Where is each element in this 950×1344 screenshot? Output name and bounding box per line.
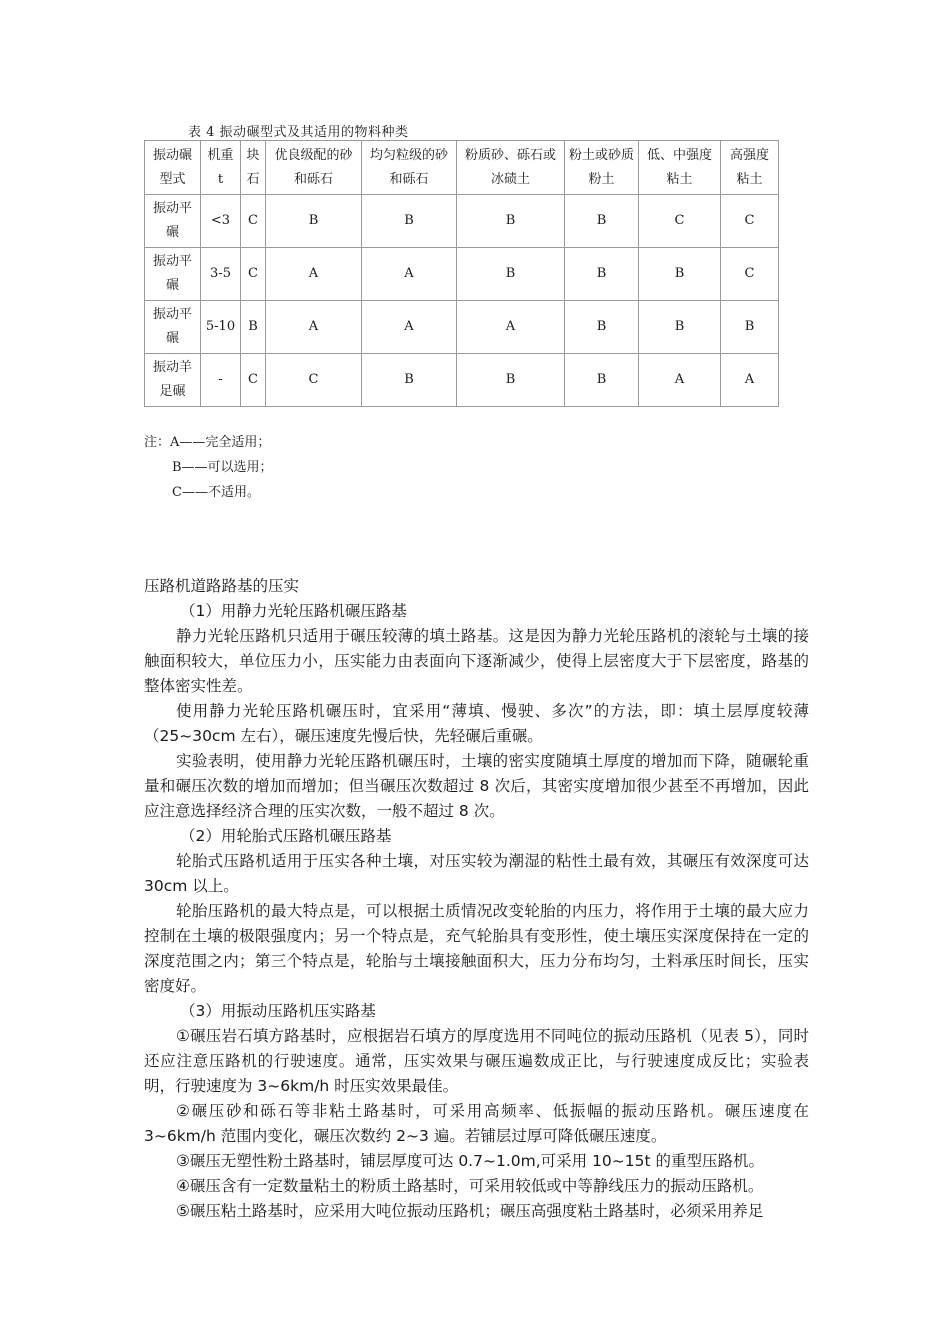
paragraph: ⑤碾压粘土路基时，应采用大吨位振动压路机；碾压高强度粘土路基时，必须采用养足 <box>176 1202 764 1220</box>
paragraph: 实验表明，使用静力光轮压路机碾压时，土壤的密实度随填土厚度的增加而下降，随碾轮重量和碾压次数的增加而增加；但当碾压次数超过 8 次后，其密实度增加很少甚至不再增加，因此应注意选择经济合理的压实次数，一般不超过 8 次。 <box>144 752 809 820</box>
section-heading: （3）用振动压路机压实路基 <box>180 1002 376 1020</box>
rating-cell: A <box>266 301 362 354</box>
rating-cell: C <box>639 195 721 248</box>
section-heading: （2）用轮胎式压路机碾压路基 <box>180 827 392 845</box>
note-b: B——可以选用； <box>172 460 273 475</box>
note-a: 注：A——完全适用； <box>144 435 271 450</box>
header-cell: 机重 t <box>201 141 241 195</box>
rating-cell: B <box>565 354 639 407</box>
roller-type-cell: 振动平 碾 <box>145 248 201 301</box>
rating-cell: B <box>362 195 457 248</box>
paragraph: ②碾压砂和砾石等非粘土路基时，可采用高频率、低振幅的振动压路机。碾压速度在 3~6km/h 范围内变化，碾压次数约 2~3 遍。若铺层过厚可降低碾压速度。 <box>144 1102 809 1145</box>
paragraph: ③碾压无塑性粉土路基时，铺层厚度可达 0.7~1.0m,可采用 10~15t 的重型压路机。 <box>176 1152 765 1170</box>
weight-cell: - <box>201 354 241 407</box>
note-c: C——不适用。 <box>172 485 260 500</box>
table-caption: 表 4 振动碾型式及其适用的物料种类 <box>188 125 409 140</box>
header-cell: 振动碾 型式 <box>145 141 201 195</box>
roller-material-table <box>144 140 779 407</box>
rating-cell: B <box>266 195 362 248</box>
article-body <box>144 574 809 1224</box>
rating-cell: A <box>721 354 779 407</box>
header-cell: 低、中强度 粘土 <box>639 141 721 195</box>
rating-cell: A <box>362 248 457 301</box>
table-header-row <box>145 141 779 195</box>
rating-cell: C <box>241 354 266 407</box>
rating-cell: B <box>457 354 565 407</box>
header-cell: 高强度 粘土 <box>721 141 779 195</box>
rating-cell: B <box>565 248 639 301</box>
rating-cell: A <box>362 301 457 354</box>
roller-type-cell: 振动羊 足碾 <box>145 354 201 407</box>
rating-cell: B <box>721 301 779 354</box>
weight-cell: <3 <box>201 195 241 248</box>
rating-cell: B <box>362 354 457 407</box>
rating-cell: C <box>266 354 362 407</box>
rating-cell: B <box>457 195 565 248</box>
table-row <box>145 301 779 354</box>
paragraph: 静力光轮压路机只适用于碾压较薄的填土路基。这是因为静力光轮压路机的滚轮与土壤的接触面积较大，单位压力小，压实能力由表面向下逐渐减少，使得上层密度大于下层密度，路基的整体密实性差。 <box>144 627 809 695</box>
rating-cell: A <box>266 248 362 301</box>
rating-cell: B <box>639 248 721 301</box>
rating-cell: C <box>241 248 266 301</box>
roller-type-cell: 振动平 碾 <box>145 195 201 248</box>
rating-cell: C <box>721 195 779 248</box>
table-row <box>145 354 779 407</box>
table-row <box>145 195 779 248</box>
rating-cell: C <box>721 248 779 301</box>
article-title: 压路机道路路基的压实 <box>144 577 300 595</box>
rating-cell: A <box>639 354 721 407</box>
weight-cell: 3-5 <box>201 248 241 301</box>
roller-type-cell: 振动平 碾 <box>145 301 201 354</box>
rating-cell: B <box>565 195 639 248</box>
paragraph: 轮胎式压路机适用于压实各种土壤，对压实较为潮湿的粘性土最有效，其碾压有效深度可达 30cm 以上。 <box>144 852 809 895</box>
header-cell: 优良级配的砂 和砾石 <box>266 141 362 195</box>
header-cell: 均匀粒级的砂 和砾石 <box>362 141 457 195</box>
header-cell: 粉土或砂质 粉土 <box>565 141 639 195</box>
table-notes <box>144 430 273 505</box>
table-row <box>145 248 779 301</box>
rating-cell: B <box>241 301 266 354</box>
rating-cell: B <box>565 301 639 354</box>
rating-cell: C <box>241 195 266 248</box>
paragraph: 轮胎压路机的最大特点是，可以根据土质情况改变轮胎的内压力，将作用于土壤的最大应力控制在土壤的极限强度内；另一个特点是，充气轮胎具有变形性，使土壤压实深度保持在一定的深度范围之内；第三个特点是，轮胎与土壤接触面积大，压力分布均匀，土料承压时间长，压实密度好。 <box>144 902 809 995</box>
rating-cell: B <box>639 301 721 354</box>
rating-cell: A <box>457 301 565 354</box>
weight-cell: 5-10 <box>201 301 241 354</box>
paragraph: 使用静力光轮压路机碾压时，宜采用“薄填、慢驶、多次”的方法，即：填土层厚度较薄（25~30cm 左右），碾压速度先慢后快，先轻碾后重碾。 <box>144 702 809 745</box>
header-cell: 粉质砂、砾石或 冰碛土 <box>457 141 565 195</box>
header-cell: 块 石 <box>241 141 266 195</box>
section-heading: （1）用静力光轮压路机碾压路基 <box>180 602 407 620</box>
paragraph: ①碾压岩石填方路基时，应根据岩石填方的厚度选用不同吨位的振动压路机（见表 5），同时还应注意压路机的行驶速度。通常，压实效果与碾压遍数成正比，与行驶速度成反比；实验表明，行驶速度为 3~6km/h 时压实效果最佳。 <box>144 1027 809 1095</box>
paragraph: ④碾压含有一定数量粘土的粉质土路基时，可采用较低或中等静线压力的振动压路机。 <box>176 1177 764 1195</box>
rating-cell: B <box>457 248 565 301</box>
